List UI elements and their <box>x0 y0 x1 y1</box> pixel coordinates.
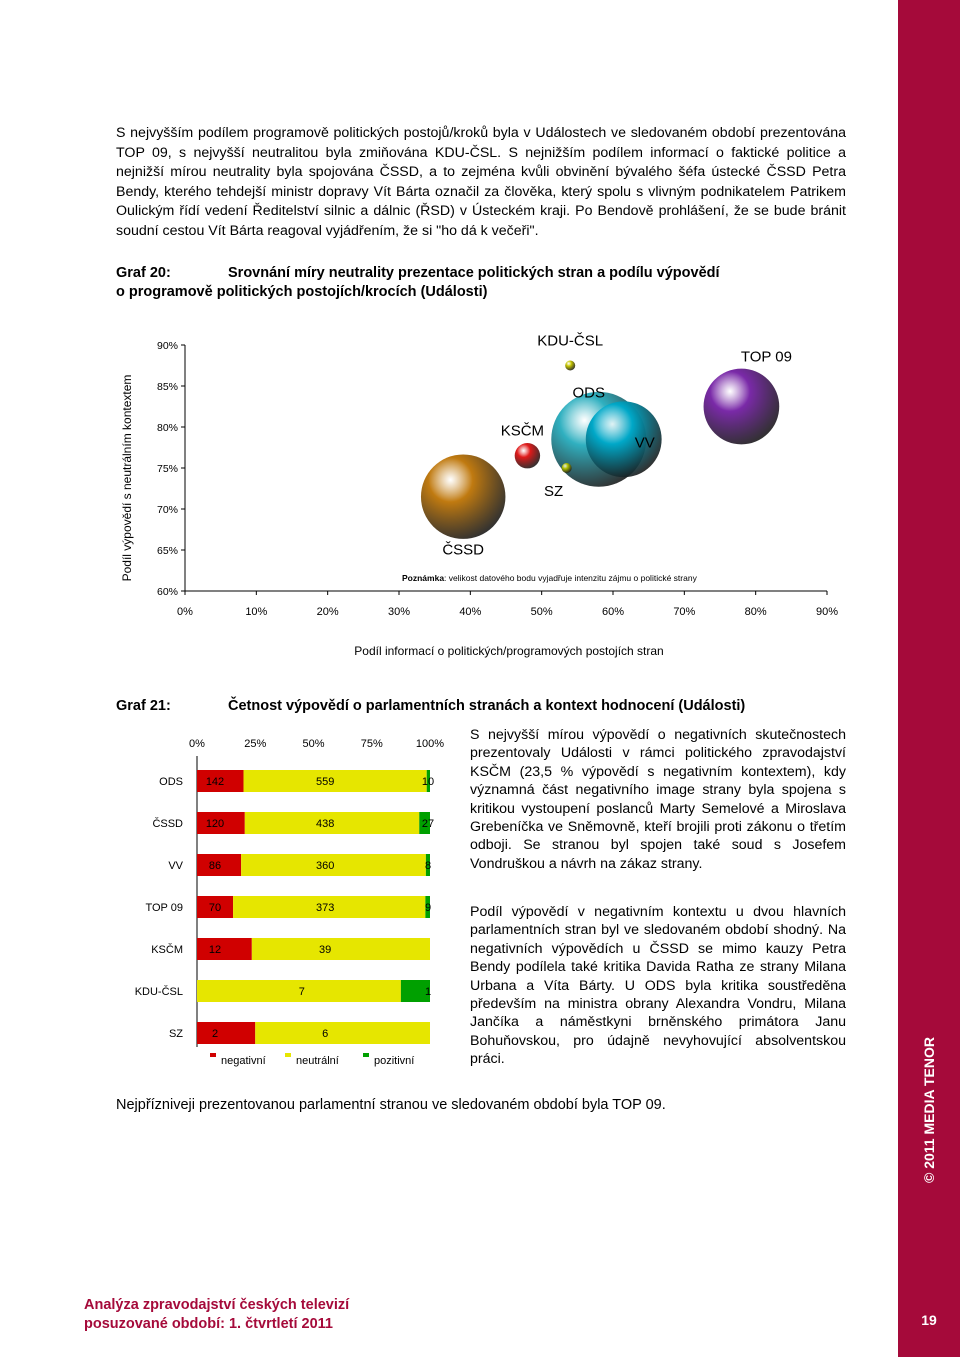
right-paragraph-1: S nejvyšší mírou výpovědí o negativních skutečnostech prezentovaly Události v rámci politického zpravodajství KSČM (23,5 % výpovědí s negativním kontextem), kdy významná část negativního image strany byla spojena s kritikou vystoupení poslanců Marty Semelové a Miroslava Grebeníčka ve Sněmovně, kteří brojili proti zákonu o třetím odboji. Se stranou byl spojen také soud s Josefem Vondruškou a návrh na zákaz strany. <box>470 727 846 872</box>
bar-value-label: 373 <box>315 902 335 914</box>
legend-swatch <box>210 1053 216 1057</box>
bubble-ssd <box>421 454 505 538</box>
x-tick-label: 10% <box>245 606 268 618</box>
y-tick-label: 75% <box>156 463 178 475</box>
bar-value-label: 39 <box>319 944 332 956</box>
category-label: SZ <box>168 1028 183 1040</box>
y-tick-label: 90% <box>156 340 178 352</box>
bubble-top09 <box>704 369 780 445</box>
bar-value-label: 2 <box>211 1028 219 1040</box>
bubble-kdusl <box>565 360 575 370</box>
x-tick-label: 30% <box>387 606 411 618</box>
bar-segment-neutrální <box>255 1022 430 1044</box>
bar-value-label: 142 <box>205 776 225 788</box>
chart-note-text: : velikost datového bodu vyjadřuje intenzitu zájmu o politické strany <box>444 573 697 583</box>
bar-value-label: 27 <box>421 818 435 830</box>
bar-value-label: 70 <box>208 902 222 914</box>
x-tick-label: 50% <box>302 738 325 750</box>
right-paragraph-2: Podíl výpovědí v negativním kontextu u dvou hlavních parlamentních stran byl ve sledovaném období shodný. Na negativních výpovědích u ČSSD se mimo kauzy Petra Bendy podílela také kritika Davida Ratha ze strany Milana Urbana a Víta Bárty. U ODS byla kritika soustředěna především na ministra obrany Alexandra Vondru, Milana Jančíka a náměstkyni brněnského primátora Janu Bohuňovskou, pro údajně nevyhovující absolventskou práci. <box>470 904 846 1068</box>
stacked-bar-chart <box>110 728 460 1073</box>
x-tick-label: 25% <box>244 738 267 750</box>
bubble-label: ČSSD <box>442 541 485 559</box>
bubble-label: ODS <box>572 384 605 402</box>
graf20-title-line1: Srovnání míry neutrality prezentace politických stran a podílu výpovědí <box>228 265 720 281</box>
graf20-title <box>116 264 720 302</box>
graf20-title-line2: o programově politických postojích/krocích (Události) <box>116 284 488 300</box>
bubble-ksm <box>515 443 540 468</box>
category-label: ČSSD <box>152 818 183 830</box>
x-tick-label: 0% <box>177 606 193 618</box>
bubble-label: KSČM <box>500 422 545 440</box>
x-axis-title: Podíl informací o politických/programových postojích stran <box>354 644 664 658</box>
footer <box>84 1296 349 1334</box>
footer-line1: Analýza zpravodajství českých televizí <box>84 1297 350 1313</box>
legend-swatch <box>285 1053 291 1057</box>
closing-sentence: Nejpřízniveji prezentovanou parlamentní stranou ve sledovaném období byla TOP 09. <box>116 1097 666 1113</box>
legend-label: negativní <box>221 1055 266 1067</box>
bar-value-label: 1 <box>424 986 432 998</box>
x-tick-label: 100% <box>415 738 445 750</box>
chart-note <box>402 573 698 583</box>
x-tick-label: 60% <box>601 606 625 618</box>
page-number: 19 <box>921 1312 937 1328</box>
x-tick-label: 70% <box>673 606 696 618</box>
bar-value-label: 8 <box>424 860 432 872</box>
y-axis-title: Podíl výpovědí s neutrálním kontextem <box>120 374 134 582</box>
x-tick-label: 0% <box>189 738 205 750</box>
bar-segment-neutrální <box>252 938 430 960</box>
graf21-label: Graf 21: <box>116 698 171 714</box>
category-label: KSČM <box>151 944 183 956</box>
y-tick-label: 60% <box>156 586 178 598</box>
x-tick-label: 75% <box>360 738 383 750</box>
bubble-label: KDU-ČSL <box>537 332 604 350</box>
bubble-label: SZ <box>544 483 564 500</box>
bar-segment-neutrální <box>244 770 427 792</box>
y-tick-label: 85% <box>156 381 178 393</box>
bar-value-label: 120 <box>205 818 225 830</box>
x-tick-label: 80% <box>744 606 767 618</box>
bubble-chart <box>100 320 860 670</box>
bar-value-label: 9 <box>424 902 432 914</box>
x-tick-label: 20% <box>316 606 339 618</box>
y-tick-label: 70% <box>156 504 178 516</box>
category-label: VV <box>168 860 183 872</box>
bar-value-label: 360 <box>315 860 335 872</box>
copyright-label: © 2011 MEDIA TENOR <box>921 1037 937 1183</box>
y-tick-label: 65% <box>156 545 178 557</box>
bar-value-label: 86 <box>208 860 222 872</box>
intro-paragraph: S nejvyšším podílem programově politických postojů/kroků byla v Událostech ve sledovaném období prezentována TOP 09, s nejvyšší neutralitou byla zmiňována KDU-ČSL. S nejnižším podílem informací o faktické politice a nejnižší mírou neutrality byla spojována ČSSD, a to zejména kvůli obvinění bývalého šéfa ústecké ČSSD Petra Bendy, kterého tehdejší ministr dopravy Vít Bárta označil za člověka, který spolu s vlivným podnikatelem Patrikem Oulickým řídí vedení Ředitelství silnic a dálnic (ŘSD) v Ústeckém kraji. Po Bendově prohlášení, že se bude bránit soudní cestou Vít Bárta reagoval vyjádřením, že si "ho dá k večeři". <box>116 125 846 239</box>
graf20-label: Graf 20: <box>116 265 171 281</box>
y-tick-label: 80% <box>156 422 178 434</box>
bar-value-label: 10 <box>421 776 435 788</box>
category-label: ODS <box>159 776 183 788</box>
bubble-sz <box>562 463 572 473</box>
legend-swatch <box>363 1053 369 1057</box>
bar-value-label: 559 <box>315 776 335 788</box>
bar-value-label: 438 <box>315 818 335 830</box>
bubble-label: VV <box>634 434 655 452</box>
x-tick-label: 40% <box>459 606 482 618</box>
legend-label: neutrální <box>296 1055 339 1067</box>
bar-value-label: 12 <box>208 944 222 956</box>
footer-line2: posuzované období: 1. čtvrtletí 2011 <box>84 1316 333 1332</box>
graf21-title <box>116 697 745 716</box>
bar-value-label: 6 <box>322 1028 329 1040</box>
bar-segment-negativní <box>197 1022 255 1044</box>
graf21-title-text: Četnost výpovědí o parlamentních stranách a kontext hodnocení (Události) <box>228 698 746 714</box>
x-tick-label: 50% <box>530 606 553 618</box>
bar-value-label: 7 <box>298 986 305 998</box>
bubble-label: TOP 09 <box>740 348 792 366</box>
x-tick-label: 90% <box>815 606 839 618</box>
bar-segment-negativní <box>197 938 252 960</box>
category-label: TOP 09 <box>145 902 183 914</box>
chart-note-bold: Poznámka <box>402 573 445 583</box>
legend-label: pozitivní <box>374 1055 415 1067</box>
category-label: KDU-ČSL <box>134 986 183 998</box>
